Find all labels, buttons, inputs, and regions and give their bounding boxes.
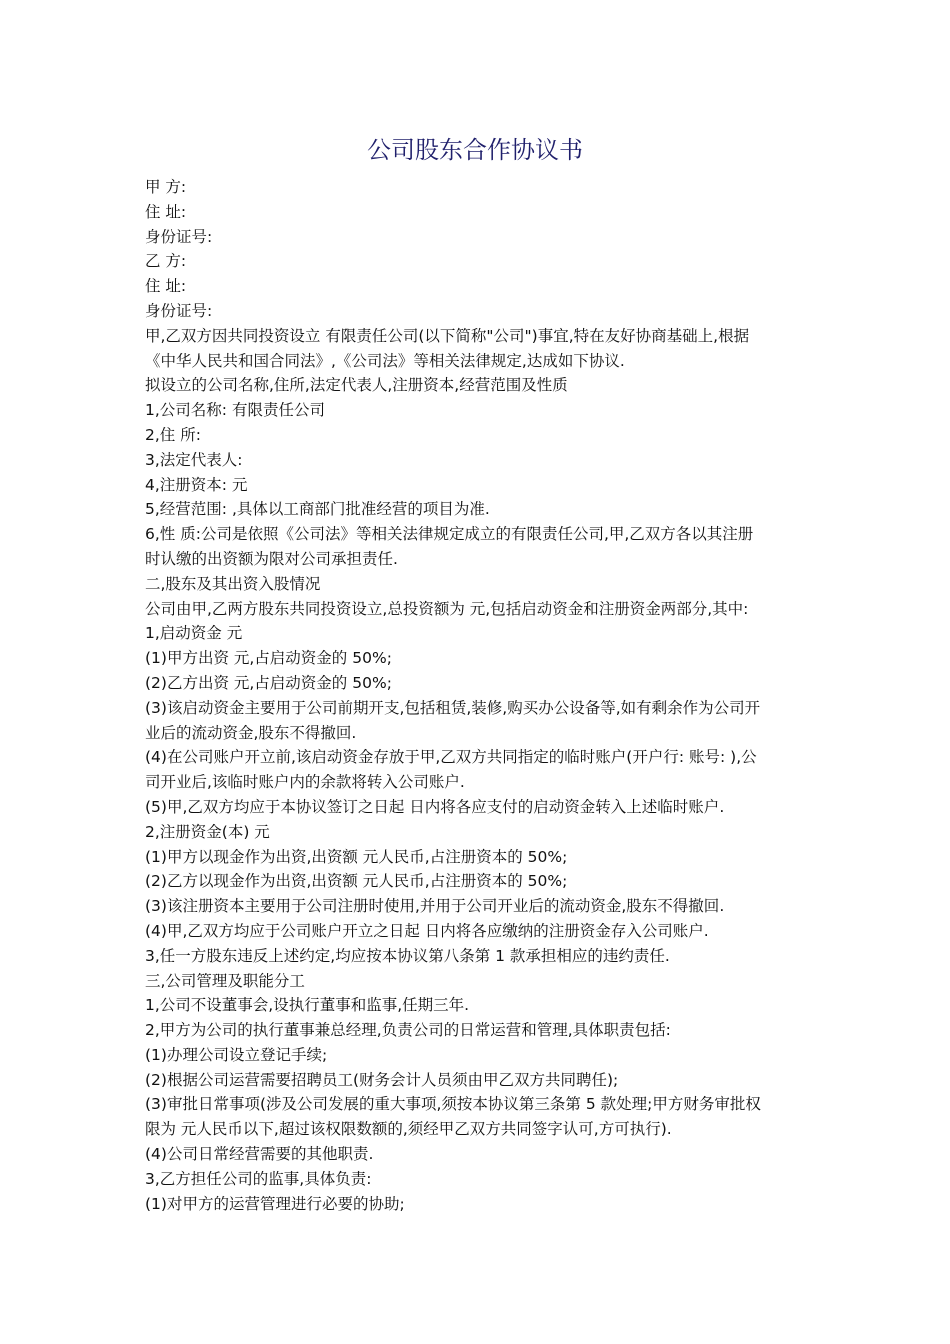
document-line: 4,注册资本: 元 <box>145 475 248 494</box>
document-line: 公司由甲,乙两方股东共同投资设立,总投资额为 元,包括启动资金和注册资金两部分,其中: <box>145 599 749 618</box>
document-line: 三,公司管理及职能分工 <box>145 971 305 990</box>
document-line: 2,注册资金(本) 元 <box>145 822 270 841</box>
document-line: (1)办理公司设立登记手续; <box>145 1045 328 1064</box>
document-line: 业后的流动资金,股东不得撤回. <box>145 723 357 742</box>
document-line: 《中华人民共和国合同法》,《公司法》等相关法律规定,达成如下协议. <box>145 351 625 370</box>
document-line: (5)甲,乙双方均应于本协议签订之日起 日内将各应支付的启动资金转入上述临时账户. <box>145 797 725 816</box>
document-line: 3,乙方担任公司的监事,具体负责: <box>145 1169 372 1188</box>
document-title: 公司股东合作协议书 <box>367 136 583 164</box>
document-line: 时认缴的出资额为限对公司承担责任. <box>145 549 398 568</box>
document-line: 1,公司名称: 有限责任公司 <box>145 401 325 420</box>
document-line: 乙 方: <box>145 252 187 271</box>
document-line: 6,性 质:公司是依照《公司法》等相关法律规定成立的有限责任公司,甲,乙双方各以其注册 <box>145 525 754 544</box>
document-line: 住 址: <box>145 202 187 221</box>
document-line: 1,公司不设董事会,设执行董事和监事,任期三年. <box>145 996 470 1015</box>
document-line: 甲,乙双方因共同投资设立 有限责任公司(以下简称"公司")事宜,特在友好协商基础上,根据 <box>145 326 750 345</box>
document-line: 二,股东及其出资入股情况 <box>145 574 321 593</box>
document-line: (4)甲,乙双方均应于公司账户开立之日起 日内将各应缴纳的注册资金存入公司账户. <box>145 921 709 940</box>
document-line: 甲 方: <box>145 178 187 196</box>
document-line: 司开业后,该临时账户内的余款将转入公司账户. <box>145 773 465 792</box>
document-line: (1)甲方出资 元,占启动资金的 50%; <box>145 649 392 668</box>
document-line: (1)对甲方的运营管理进行必要的协助; <box>145 1194 405 1213</box>
document-line: 身份证号: <box>145 301 213 320</box>
document-line: 2,甲方为公司的执行董事兼总经理,负责公司的日常运营和管理,具体职责包括: <box>145 1021 671 1040</box>
document-line: (3)审批日常事项(涉及公司发展的重大事项,须按本协议第三条第 5 款处理;甲方财务审批权 <box>145 1095 761 1114</box>
document-line: (2)根据公司运营需要招聘员工(财务会计人员须由甲乙双方共同聘任); <box>145 1070 619 1089</box>
document-line: 3,任一方股东违反上述约定,均应按本协议第八条第 1 款承担相应的违约责任. <box>145 946 670 965</box>
document-line: 身份证号: <box>145 227 213 246</box>
document-line: (2)乙方出资 元,占启动资金的 50%; <box>145 673 392 692</box>
document-line: 5,经营范围: ,具体以工商部门批准经营的项目为准. <box>145 500 490 519</box>
document-line: (4)公司日常经营需要的其他职责. <box>145 1145 374 1164</box>
document-line: 2,住 所: <box>145 425 201 444</box>
document-line: 住 址: <box>145 277 187 296</box>
document-line: 拟设立的公司名称,住所,法定代表人,注册资本,经营范围及性质 <box>145 376 568 395</box>
document-line: 限为 元人民币以下,超过该权限数额的,须经甲乙双方共同签字认可,方可执行). <box>145 1120 672 1139</box>
document-line: (3)该启动资金主要用于公司前期开支,包括租赁,装修,购买办公设备等,如有剩余作为公司开 <box>145 698 761 717</box>
document-line: (1)甲方以现金作为出资,出资额 元人民币,占注册资本的 50%; <box>145 847 568 866</box>
document-body <box>145 175 810 1216</box>
document-line: 1,启动资金 元 <box>145 624 243 643</box>
document-line: (4)在公司账户开立前,该启动资金存放于甲,乙双方共同指定的临时账户(开户行: 账号: ),公 <box>145 748 757 767</box>
document-line: (3)该注册资本主要用于公司注册时使用,并用于公司开业后的流动资金,股东不得撤回. <box>145 897 725 916</box>
document-line: (2)乙方以现金作为出资,出资额 元人民币,占注册资本的 50%; <box>145 872 568 891</box>
document-line: 3,法定代表人: <box>145 450 243 469</box>
